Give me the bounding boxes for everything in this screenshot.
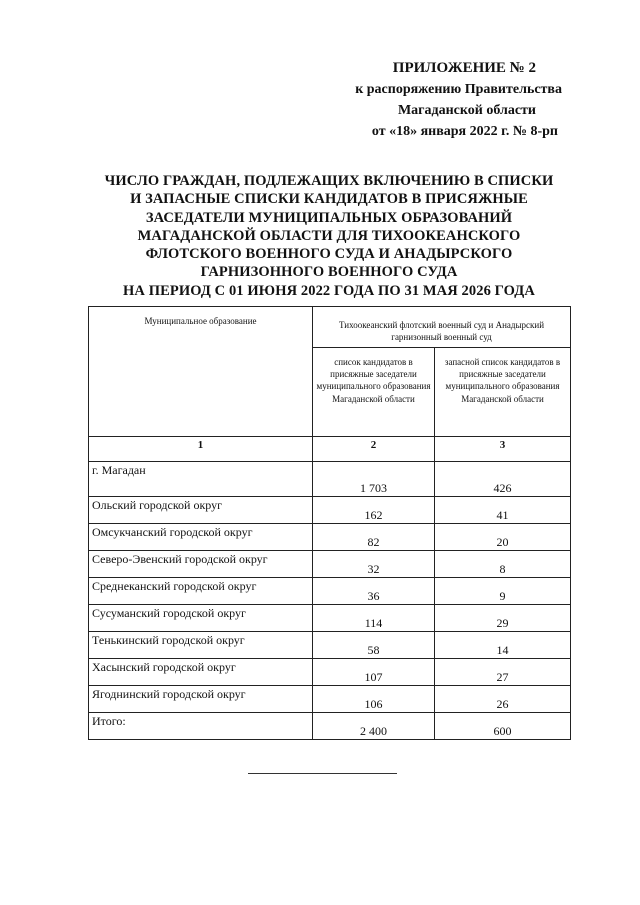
municipality-name: Ольский городской округ xyxy=(89,497,313,524)
reserve-count: 9 xyxy=(435,578,571,605)
total-list-count: 2 400 xyxy=(313,713,435,740)
municipality-name: Тенькинский городской округ xyxy=(89,632,313,659)
title-line: НА ПЕРИОД С 01 ИЮНЯ 2022 ГОДА ПО 31 МАЯ 2026 ГОДА xyxy=(123,282,535,299)
list-count: 106 xyxy=(313,686,435,713)
title-line: ЧИСЛО ГРАЖДАН, ПОДЛЕЖАЩИХ ВКЛЮЧЕНИЮ В СПИСКИ xyxy=(104,173,554,189)
reserve-count: 8 xyxy=(435,551,571,578)
header-courts: Тихоокеанский флотский военный суд и Анадырский гарнизонный военный суд xyxy=(313,307,571,348)
list-count: 58 xyxy=(313,632,435,659)
municipality-name: Сусуманский городской округ xyxy=(89,605,313,632)
document-title xyxy=(80,172,578,300)
list-count: 82 xyxy=(313,524,435,551)
column-number: 1 xyxy=(89,437,313,462)
jurors-table xyxy=(88,306,571,740)
header-reserve-list: запасной список кандидатов в присяжные заседатели муниципального образования Магаданской области xyxy=(435,348,571,437)
annex-block xyxy=(300,58,590,142)
municipality-name: г. Магадан xyxy=(89,462,313,497)
table-row xyxy=(89,686,571,713)
municipality-name: Среднеканский городской округ xyxy=(89,578,313,605)
table-row xyxy=(89,524,571,551)
table-row xyxy=(89,605,571,632)
municipality-name: Ягоднинский городской округ xyxy=(89,686,313,713)
list-count: 32 xyxy=(313,551,435,578)
annex-number: ПРИЛОЖЕНИЕ № 2 xyxy=(392,60,536,76)
municipality-name: Хасынский городской округ xyxy=(89,659,313,686)
annex-line-1: к распоряжению Правительства xyxy=(355,82,562,97)
column-number: 3 xyxy=(435,437,571,462)
municipality-name: Омсукчанский городской округ xyxy=(89,524,313,551)
reserve-count: 14 xyxy=(435,632,571,659)
header-municipality: Муниципальное образование xyxy=(89,307,313,437)
title-line: ГАРНИЗОННОГО ВОЕННОГО СУДА xyxy=(200,264,458,281)
annex-line-3: от «18» января 2022 г. № 8-рп xyxy=(371,124,558,139)
table-row xyxy=(89,497,571,524)
table-row xyxy=(89,551,571,578)
reserve-count: 41 xyxy=(435,497,571,524)
reserve-count: 29 xyxy=(435,605,571,632)
reserve-count: 426 xyxy=(435,462,571,497)
title-line: ЗАСЕДАТЕЛИ МУНИЦИПАЛЬНЫХ ОБРАЗОВАНИЙ xyxy=(145,209,513,226)
column-number: 2 xyxy=(313,437,435,462)
title-line: ФЛОТСКОГО ВОЕННОГО СУДА И АНАДЫРСКОГО xyxy=(145,246,513,263)
list-count: 162 xyxy=(313,497,435,524)
table-row xyxy=(89,462,571,497)
reserve-count: 27 xyxy=(435,659,571,686)
annex-line-2: Магаданской области xyxy=(397,103,536,118)
title-line: И ЗАПАСНЫЕ СПИСКИ КАНДИДАТОВ В ПРИСЯЖНЫЕ xyxy=(130,191,528,208)
title-line: МАГАДАНСКОЙ ОБЛАСТИ ДЛЯ ТИХООКЕАНСКОГО xyxy=(137,227,521,244)
reserve-count: 26 xyxy=(435,686,571,713)
list-count: 107 xyxy=(313,659,435,686)
municipality-name: Северо-Эвенский городской округ xyxy=(89,551,313,578)
total-row xyxy=(89,713,571,740)
total-reserve-count: 600 xyxy=(435,713,571,740)
table-row xyxy=(89,632,571,659)
table-row xyxy=(89,578,571,605)
total-label: Итого: xyxy=(89,713,313,740)
list-count: 1 703 xyxy=(313,462,435,497)
list-count: 36 xyxy=(313,578,435,605)
list-count: 114 xyxy=(313,605,435,632)
closing-divider xyxy=(248,773,397,774)
reserve-count: 20 xyxy=(435,524,571,551)
header-main-list: список кандидатов в присяжные заседатели муниципального образования Магаданской области xyxy=(313,348,435,437)
table-row xyxy=(89,659,571,686)
column-numbers-row xyxy=(89,437,571,462)
